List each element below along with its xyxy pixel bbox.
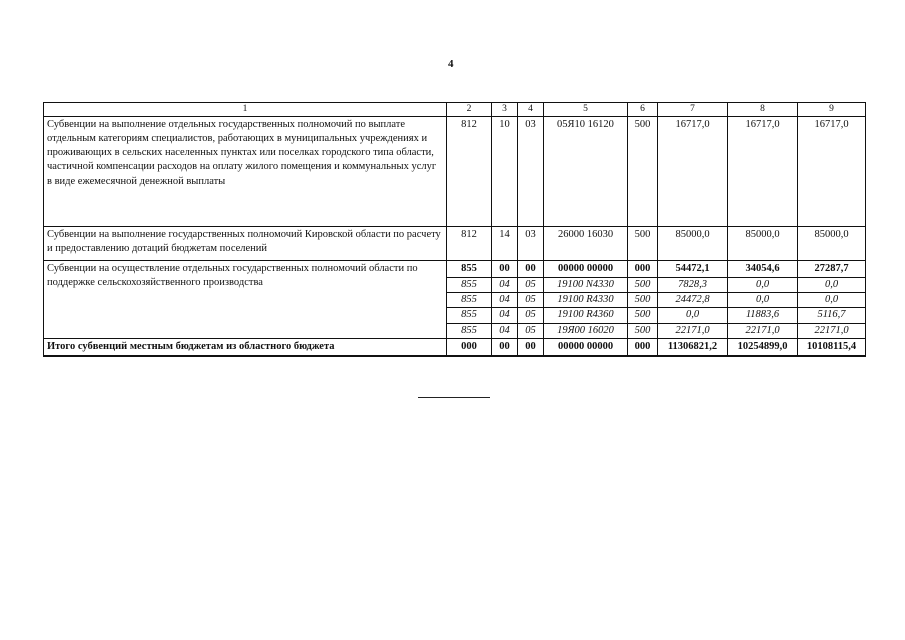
cell-c8: 34054,6 (728, 260, 798, 277)
cell-c5: 19100 R4330 (544, 293, 628, 308)
header-cell: 2 (447, 103, 492, 117)
cell-c7: 85000,0 (658, 226, 728, 260)
cell-c6: 500 (628, 277, 658, 292)
cell-c3: 14 (492, 226, 518, 260)
cell-c2: 855 (447, 277, 492, 292)
cell-c6: 500 (628, 323, 658, 338)
table-row (44, 116, 866, 226)
cell-c6: 000 (628, 260, 658, 277)
cell-c7: 24472,8 (658, 293, 728, 308)
cell-c8: 22171,0 (728, 323, 798, 338)
cell-c4: 00 (518, 260, 544, 277)
cell-c9: 22171,0 (798, 323, 866, 338)
cell-c4: 03 (518, 226, 544, 260)
cell-c5: 19100 R4360 (544, 308, 628, 323)
cell-c3: 04 (492, 293, 518, 308)
cell-c8: 0,0 (728, 293, 798, 308)
cell-c9: 16717,0 (798, 116, 866, 226)
row-description: Субвенции на осуществление отдельных государственных полномочий области по поддержке сельскохозяйственного производства (44, 260, 447, 338)
cell-c2: 855 (447, 323, 492, 338)
total-c4: 00 (518, 338, 544, 356)
total-c6: 000 (628, 338, 658, 356)
end-of-document-rule (418, 397, 490, 398)
cell-c4: 03 (518, 116, 544, 226)
total-c2: 000 (447, 338, 492, 356)
cell-c5: 00000 00000 (544, 260, 628, 277)
cell-c6: 500 (628, 226, 658, 260)
header-cell: 3 (492, 103, 518, 117)
total-row (44, 338, 866, 356)
cell-c8: 16717,0 (728, 116, 798, 226)
header-cell: 1 (44, 103, 447, 117)
table-row (44, 260, 866, 277)
header-cell: 8 (728, 103, 798, 117)
cell-c7: 54472,1 (658, 260, 728, 277)
cell-c5: 19100 N4330 (544, 277, 628, 292)
total-c8: 10254899,0 (728, 338, 798, 356)
cell-c2: 855 (447, 260, 492, 277)
cell-c4: 05 (518, 323, 544, 338)
cell-c3: 04 (492, 308, 518, 323)
table-row (44, 226, 866, 260)
cell-c4: 05 (518, 308, 544, 323)
cell-c7: 7828,3 (658, 277, 728, 292)
table-header-row (44, 103, 866, 117)
page-number: 4 (448, 58, 454, 70)
total-c7: 11306821,2 (658, 338, 728, 356)
cell-c7: 22171,0 (658, 323, 728, 338)
cell-c5: 05Я10 16120 (544, 116, 628, 226)
cell-c9: 5116,7 (798, 308, 866, 323)
cell-c9: 85000,0 (798, 226, 866, 260)
cell-c4: 05 (518, 277, 544, 292)
cell-c3: 04 (492, 323, 518, 338)
cell-c4: 05 (518, 293, 544, 308)
cell-c6: 500 (628, 293, 658, 308)
cell-c9: 0,0 (798, 277, 866, 292)
cell-c3: 04 (492, 277, 518, 292)
total-description: Итого субвенций местным бюджетам из областного бюджета (44, 338, 447, 356)
cell-c5: 26000 16030 (544, 226, 628, 260)
header-cell: 6 (628, 103, 658, 117)
subventions-table (43, 102, 866, 357)
total-c9: 10108115,4 (798, 338, 866, 356)
cell-c6: 500 (628, 308, 658, 323)
cell-c8: 0,0 (728, 277, 798, 292)
cell-c2: 812 (447, 116, 492, 226)
header-cell: 7 (658, 103, 728, 117)
cell-c5: 19Я00 16020 (544, 323, 628, 338)
cell-c9: 0,0 (798, 293, 866, 308)
cell-c6: 500 (628, 116, 658, 226)
row-description: Субвенции на выполнение отдельных государственных полномочий по выплате отдельным категориям специалистов, работающих в муниципальных учреждениях и проживающих в сельских населенных пунктах или поселках городского типа области, частичной компенсации расходов на оплату жилого помещения и коммунальных услуг в виде ежемесячной денежной выплаты (44, 116, 447, 226)
header-cell: 9 (798, 103, 866, 117)
cell-c3: 10 (492, 116, 518, 226)
cell-c8: 85000,0 (728, 226, 798, 260)
total-c3: 00 (492, 338, 518, 356)
cell-c2: 855 (447, 293, 492, 308)
cell-c2: 812 (447, 226, 492, 260)
cell-c3: 00 (492, 260, 518, 277)
row-description: Субвенции на выполнение государственных полномочий Кировской области по расчету и предоставлению дотаций бюджетам поселений (44, 226, 447, 260)
cell-c8: 11883,6 (728, 308, 798, 323)
header-cell: 4 (518, 103, 544, 117)
cell-c7: 0,0 (658, 308, 728, 323)
cell-c2: 855 (447, 308, 492, 323)
total-c5: 00000 00000 (544, 338, 628, 356)
cell-c7: 16717,0 (658, 116, 728, 226)
cell-c9: 27287,7 (798, 260, 866, 277)
header-cell: 5 (544, 103, 628, 117)
